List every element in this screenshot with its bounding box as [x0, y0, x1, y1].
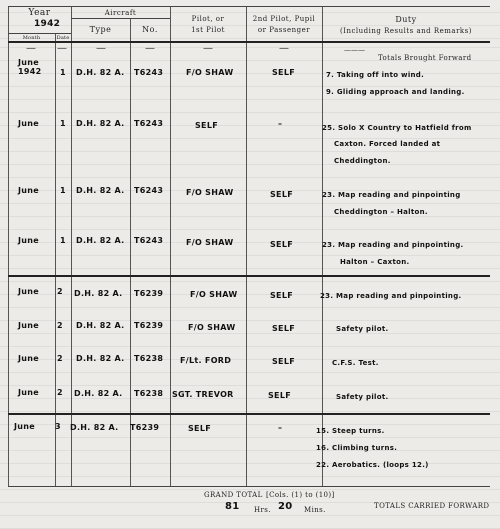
row-pilot: SELF: [188, 424, 211, 433]
grand-total-label: GRAND TOTAL: [204, 491, 263, 499]
row-aircraft-type: D.H. 82 A.: [76, 119, 125, 128]
year-value: 1942: [34, 19, 61, 29]
row-duty-line: 9. Gliding approach and landing.: [326, 88, 465, 96]
row-duty-line: 25. Solo X Country to Hatfield from: [322, 124, 472, 132]
type-label: Type: [89, 25, 112, 34]
row-date: 1: [60, 119, 66, 128]
row-duty-line: 23. Map reading and pinpointing.: [320, 292, 462, 300]
tbf-dash: ———: [344, 46, 365, 54]
row-date: 2: [57, 388, 63, 397]
row-second-pilot: SELF: [272, 68, 295, 77]
grand-total-minutes: 20: [278, 501, 293, 512]
tbf-dash: —: [26, 43, 36, 54]
row-second-pilot: SELF: [270, 291, 293, 300]
totals-carried-forward: TOTALS CARRIED FORWARD: [374, 502, 490, 510]
row-pilot: F/O SHAW: [190, 290, 238, 299]
row-date: 2: [57, 287, 63, 296]
tbf-dash: —: [203, 43, 213, 54]
rule-day-1-end: [8, 275, 490, 277]
duty-label-2: (Including Results and Remarks): [339, 27, 472, 35]
month-label: Month: [22, 35, 41, 41]
second-pilot-label-2: or Passenger: [257, 26, 311, 34]
row-duty-line: C.F.S. Test.: [332, 359, 379, 367]
row-duty-line: 15. Steep turns.: [316, 427, 385, 435]
aircraft-label: Aircraft: [104, 9, 137, 17]
row-duty-line: Caxton. Forced landed at: [334, 140, 441, 148]
row-pilot: F/O SHAW: [188, 323, 236, 332]
row-aircraft-type: D.H. 82 A.: [76, 68, 125, 77]
rule-year-under: [8, 33, 71, 34]
rule-month-date: [55, 33, 56, 486]
row-duty-line: Halton – Caxton.: [340, 258, 410, 266]
row-month-year: 1942: [18, 67, 42, 76]
row-aircraft-type: D.H. 82 A.: [74, 389, 123, 398]
rule-header-top: [8, 6, 490, 7]
row-aircraft-type: D.H. 82 A.: [70, 423, 119, 432]
rule-header-bottom: [8, 41, 490, 43]
row-pilot: F/O SHAW: [186, 68, 234, 77]
row-duty-line: 16. Climbing turns.: [316, 444, 398, 452]
rule-day-2-end: [8, 413, 490, 415]
row-pilot: F/Lt. FORD: [180, 356, 232, 365]
row-second-pilot: SELF: [270, 190, 293, 199]
row-date: 1: [60, 186, 66, 195]
year-label: Year: [28, 8, 51, 18]
grand-total-cols: [Cols. (1) to (10)]: [266, 491, 335, 499]
tbf-dash: —: [96, 43, 106, 54]
row-month: June: [18, 388, 39, 397]
rule-aircraft-under: [71, 18, 170, 19]
date-label: Date: [56, 35, 70, 41]
row-aircraft-type: D.H. 82 A.: [76, 236, 125, 245]
second-pilot-label-1: 2nd Pilot, Pupil: [252, 15, 316, 23]
row-month: June: [14, 422, 35, 431]
row-month: June: [18, 354, 39, 363]
row-aircraft-no: T6239: [134, 321, 164, 330]
row-date: 1: [60, 68, 66, 77]
row-aircraft-type: D.H. 82 A.: [74, 289, 123, 298]
row-second-pilot: SELF: [270, 240, 293, 249]
duty-label-1: Duty: [395, 15, 417, 24]
row-duty-line: 7. Taking off into wind.: [326, 71, 425, 79]
row-aircraft-no: T6243: [134, 119, 164, 128]
row-duty-line: 22. Aerobatics. (loops 12.): [316, 461, 429, 469]
row-second-pilot: –: [278, 423, 283, 432]
row-duty-line: Cheddington.: [334, 157, 391, 165]
row-aircraft-no: T6243: [134, 186, 164, 195]
totals-brought-forward: Totals Brought Forward: [378, 54, 472, 62]
row-month: June: [18, 58, 39, 67]
row-date: 2: [57, 321, 63, 330]
grand-total-hours: 81: [225, 501, 240, 512]
row-pilot: F/O SHAW: [186, 188, 234, 197]
row-aircraft-no: T6243: [134, 68, 164, 77]
row-duty-line: Cheddington – Halton.: [334, 208, 428, 216]
row-pilot: SGT. TREVOR: [172, 390, 234, 399]
row-aircraft-no: T6243: [134, 236, 164, 245]
row-second-pilot: SELF: [268, 391, 291, 400]
row-month: June: [18, 236, 39, 245]
row-pilot: F/O SHAW: [186, 238, 234, 247]
row-duty-line: Safety pilot.: [336, 393, 389, 401]
row-duty-line: Safety pilot.: [336, 325, 389, 333]
row-aircraft-no: T6238: [134, 389, 164, 398]
row-month: June: [18, 287, 39, 296]
row-second-pilot: –: [278, 119, 283, 128]
minutes-label: Mins.: [304, 506, 326, 514]
row-second-pilot: SELF: [272, 324, 295, 333]
pilot-label-2: 1st Pilot: [191, 26, 225, 34]
rule-table-bottom: [8, 486, 490, 487]
tbf-dash: —: [279, 43, 289, 54]
tbf-dash: —: [145, 43, 155, 54]
row-month: June: [18, 321, 39, 330]
row-month: June: [18, 186, 39, 195]
row-pilot: SELF: [195, 121, 218, 130]
pilot-label-1: Pilot, or: [191, 15, 225, 23]
row-second-pilot: SELF: [272, 357, 295, 366]
row-date: 3: [55, 422, 61, 431]
row-month: June: [18, 119, 39, 128]
row-date: 1: [60, 236, 66, 245]
row-aircraft-type: D.H. 82 A.: [76, 186, 125, 195]
rule-type-no: [130, 18, 131, 486]
tbf-dash: —: [57, 43, 67, 54]
row-duty-line: 23. Map reading and pinpointing: [322, 191, 461, 199]
row-date: 2: [57, 354, 63, 363]
row-aircraft-type: D.H. 82 A.: [76, 321, 125, 330]
row-aircraft-no: T6238: [134, 354, 164, 363]
row-aircraft-no: T6239: [130, 423, 160, 432]
row-aircraft-no: T6239: [134, 289, 164, 298]
row-aircraft-type: D.H. 82 A.: [76, 354, 125, 363]
hours-label: Hrs.: [254, 506, 271, 514]
row-duty-line: 23. Map reading and pinpointing.: [322, 241, 464, 249]
no-label: No.: [142, 25, 158, 34]
